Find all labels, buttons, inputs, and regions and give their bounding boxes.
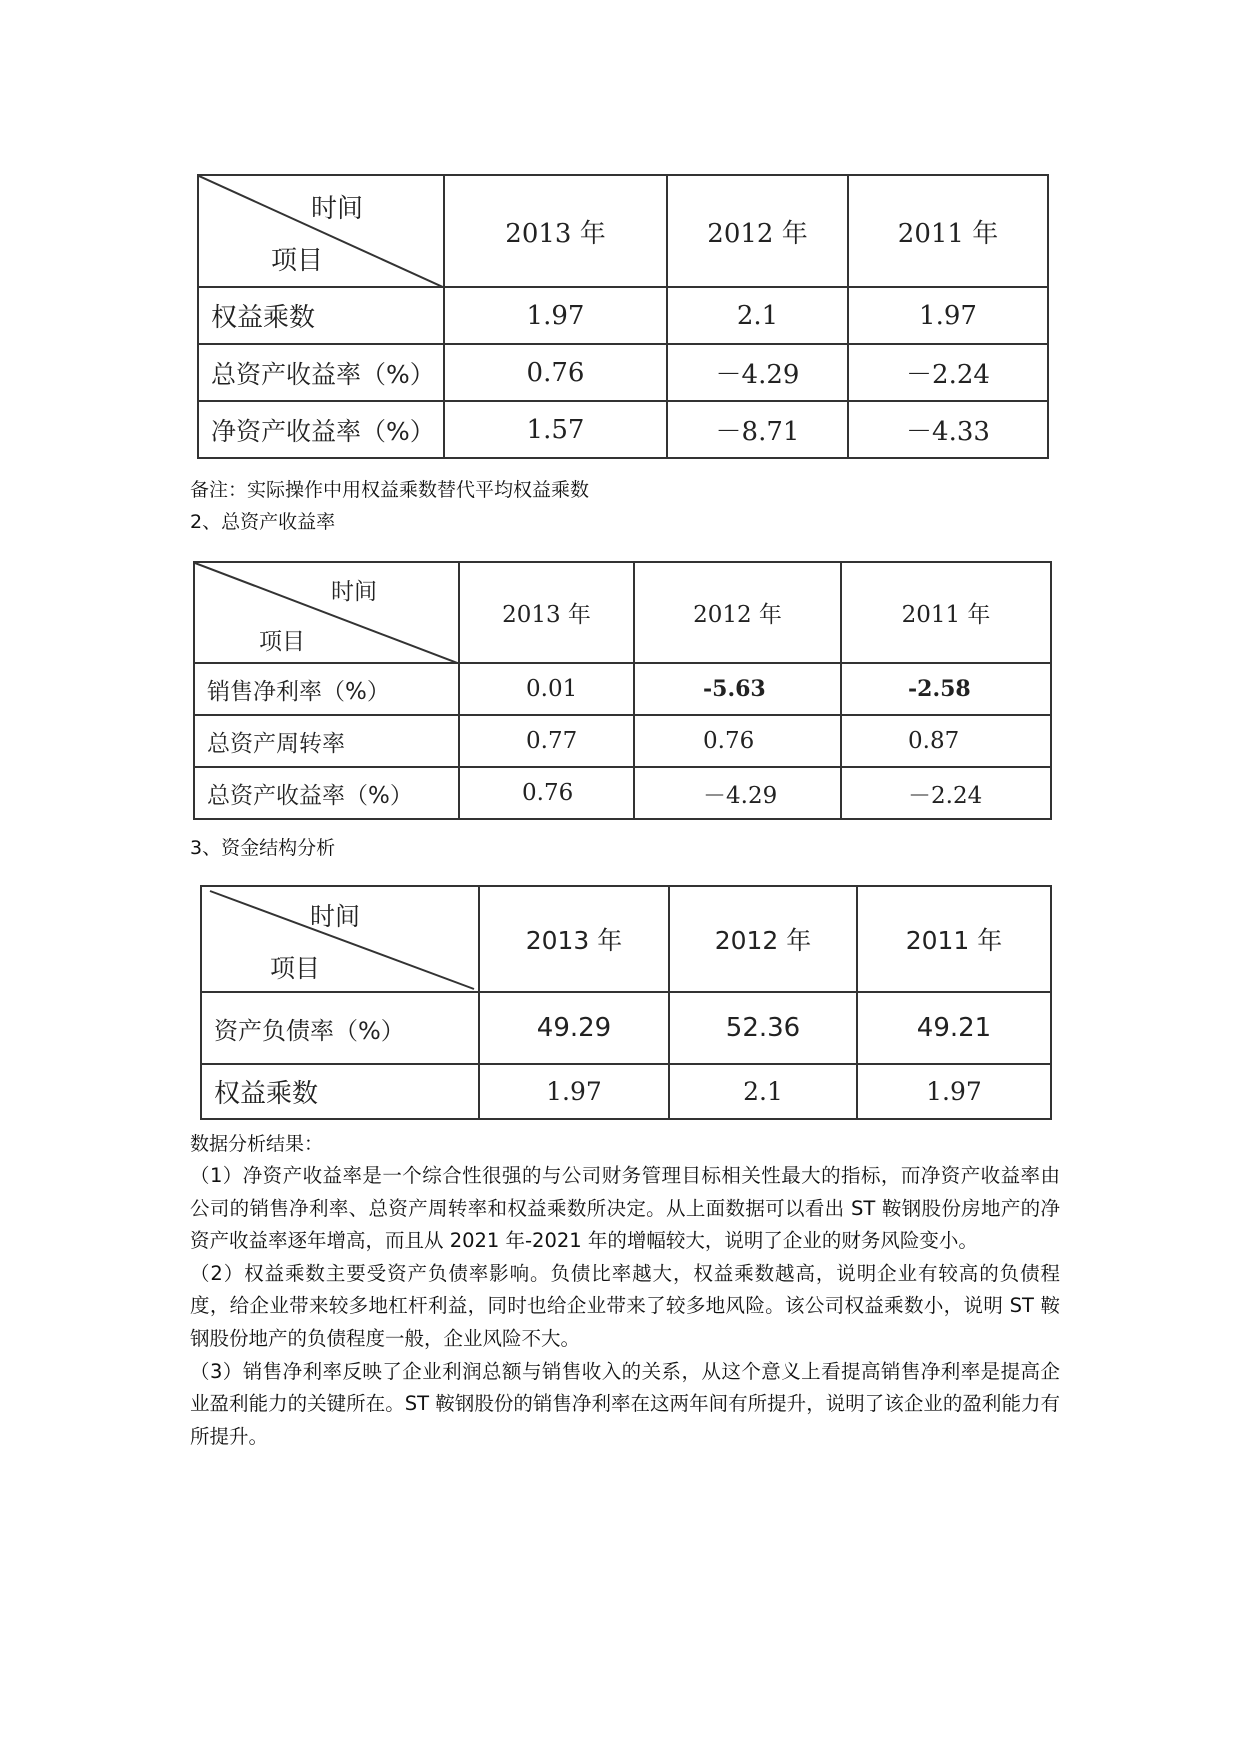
cell-value: －4.29 xyxy=(634,767,841,819)
cell-value: 2.1 xyxy=(669,1064,857,1119)
header-item-label: 项目 xyxy=(271,246,324,276)
cell-value: －8.71 xyxy=(667,401,848,458)
table-header-diagonal xyxy=(198,175,444,287)
cell-value: 1.97 xyxy=(444,287,667,344)
cell-value: 0.87 xyxy=(841,715,1051,767)
table-capital-structure xyxy=(200,885,1052,1120)
table-header-diagonal xyxy=(201,886,479,992)
cell-value: 49.29 xyxy=(479,992,669,1064)
row-label: 净资产收益率（%） xyxy=(198,401,444,458)
row-label: 总资产收益率（%） xyxy=(194,767,459,819)
cell-value: -2.58 xyxy=(841,663,1051,715)
header-time-label: 时间 xyxy=(310,902,361,931)
table-note: 备注：实际操作中用权益乘数替代平均权益乘数 xyxy=(190,479,590,501)
cell-value: 0.77 xyxy=(459,715,634,767)
year-header: 2011 年 xyxy=(848,175,1048,287)
table-row xyxy=(194,767,1051,819)
table-equity-multiplier xyxy=(197,174,1049,459)
header-time-label: 时间 xyxy=(331,579,377,605)
table-row xyxy=(198,344,1048,401)
paragraph-2: （2）权益乘数主要受资产负债率影响。负债比率越大，权益乘数越高，说明企业有较高的负债程度，给企业带来较多地杠杆利益，同时也给企业带来了较多地风险。该公司权益乘数小，说明 ST 鞍钢股份地产的负债程度一般，企业风险不大。 xyxy=(190,1261,1060,1350)
table-header-diagonal xyxy=(194,562,459,663)
analysis-title: 数据分析结果： xyxy=(190,1133,324,1155)
cell-value: 0.76 xyxy=(459,767,634,819)
row-label: 权益乘数 xyxy=(201,1064,479,1119)
table-row xyxy=(201,1064,1051,1119)
paragraph-3: （3）销售净利率反映了企业利润总额与销售收入的关系，从这个意义上看提高销售净利率是提高企业盈利能力的关键所在。ST 鞍钢股份的销售净利率在这两年间有所提升，说明了该企业的盈利能力有所提升。 xyxy=(190,1359,1060,1448)
header-item-label: 项目 xyxy=(259,629,305,655)
cell-value: 1.97 xyxy=(857,1064,1051,1119)
analysis-paragraphs xyxy=(190,1160,1060,1453)
year-header: 2013 年 xyxy=(444,175,667,287)
header-item-label: 项目 xyxy=(270,954,321,983)
cell-value: 0.76 xyxy=(444,344,667,401)
section-title-roa: 2、总资产收益率 xyxy=(190,511,336,533)
row-label: 销售净利率（%） xyxy=(194,663,459,715)
year-header: 2012 年 xyxy=(667,175,848,287)
table-row xyxy=(194,715,1051,767)
cell-value: 2.1 xyxy=(667,287,848,344)
year-header: 2012 年 xyxy=(634,562,841,663)
year-header: 2011 年 xyxy=(841,562,1051,663)
cell-value: －4.33 xyxy=(848,401,1048,458)
paragraph-1: （1）净资产收益率是一个综合性很强的与公司财务管理目标相关性最大的指标，而净资产收益率由公司的销售净利率、总资产周转率和权益乘数所决定。从上面数据可以看出 ST 鞍钢股份房地产的净资产收益率逐年增高，而且从 2021 年-2021 年的增幅较大，说明了企业的财务风险变小。 xyxy=(190,1164,1060,1253)
row-label: 权益乘数 xyxy=(198,287,444,344)
year-header: 2013 年 xyxy=(479,886,669,992)
cell-value: 1.57 xyxy=(444,401,667,458)
cell-value: －2.24 xyxy=(841,767,1051,819)
table-row xyxy=(198,287,1048,344)
cell-value: 1.97 xyxy=(479,1064,669,1119)
table-return-on-assets xyxy=(193,561,1052,820)
year-header: 2012 年 xyxy=(669,886,857,992)
row-label: 资产负债率（%） xyxy=(201,992,479,1064)
year-header: 2013 年 xyxy=(459,562,634,663)
section-title-capital-structure: 3、资金结构分析 xyxy=(190,837,336,859)
year-header: 2011 年 xyxy=(857,886,1051,992)
row-label: 总资产周转率 xyxy=(194,715,459,767)
cell-value: 49.21 xyxy=(857,992,1051,1064)
cell-value: -5.63 xyxy=(634,663,841,715)
cell-value: －2.24 xyxy=(848,344,1048,401)
cell-value: 1.97 xyxy=(848,287,1048,344)
cell-value: 52.36 xyxy=(669,992,857,1064)
cell-value: 0.01 xyxy=(459,663,634,715)
diagonal-line xyxy=(195,563,459,663)
table-row xyxy=(201,992,1051,1064)
table-row xyxy=(194,663,1051,715)
table-row xyxy=(198,401,1048,458)
row-label: 总资产收益率（%） xyxy=(198,344,444,401)
cell-value: －4.29 xyxy=(667,344,848,401)
header-time-label: 时间 xyxy=(311,194,364,224)
cell-value: 0.76 xyxy=(634,715,841,767)
